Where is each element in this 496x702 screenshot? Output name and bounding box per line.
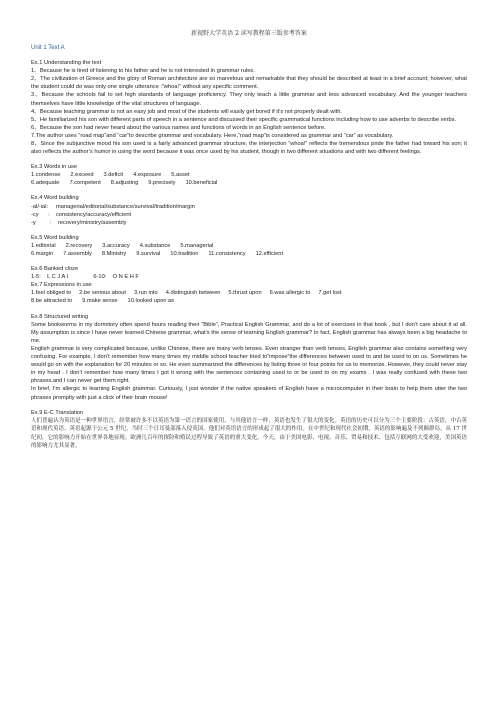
ex7-section	[31, 281, 467, 305]
answer-item: 2.be serious about	[79, 290, 126, 297]
ex9-translation: 人们普遍认为英语是一种世界语言，经常被许多不以英语为第一语言的国家使用。与其他语言一样，英语也发生了很大的变化。英语的历史可以分为三个主要阶段：古英语，中古英语和现代英语。英语起源于公元 5 世纪，当时三个日耳曼部落入侵英国，他们对英语语言的形成起了很大的作用。在中世纪和现代社会初期，英语的影响遍及不列颠群岛。从 17 世纪初，它的影响力开始在世界各地显现。欧洲几百年的探险和殖民过程导致了英语的重大变化。今天，由于美国电影、电视、音乐、贸易和技术、包括互联网的大受欢迎，美国英语的影响力尤其显著。	[31, 417, 467, 450]
answer-item: 12.efficient	[255, 251, 284, 257]
answer-item: 1.editorial	[31, 242, 56, 249]
answer-item: 10.looked upon as	[127, 298, 175, 305]
answer-item: 7.competent	[69, 180, 101, 187]
ex1-item: 4、Because teaching grammar is not an easy job and most of the students will easily get bored if it’s not properly dealt with.	[31, 108, 342, 115]
ex5-section	[31, 234, 467, 258]
ex1-item: 6、Because the son had never heard about the various names and functions of words in an English sentence before.	[31, 124, 326, 131]
answer-item: 7.assembly	[63, 251, 92, 257]
ex5-answers-row	[31, 250, 467, 258]
ex4-section	[31, 194, 467, 226]
ex3-answers-row	[31, 171, 467, 179]
answer-item: 2.exceed	[70, 172, 94, 179]
answer-item: 4.distinguish between	[165, 290, 221, 297]
ex8-paragraph: English grammar is very complicated because, unlike Chinese, there are many verb tenses. Even stranger than verb tenses, English grammar also contains something very confusing. For example, I don’t remember how many times my middle school teacher tried to“impose”the differences between used to and be used to on us. Sometimes he would go on with the explanation for 20 minutes or so. He even summarized the differences by listing three or four points for us to memorize. However, they could never stay in my head . I don’t remember how many times I got it wrong with the sentences containing used to or be used to on my exams . I was really confused with these two phrases,and I can never get them right.	[31, 345, 467, 385]
answer-item: 9.precisely	[148, 180, 176, 187]
ex4-line: -y : recovery/ministry/assembly	[31, 219, 127, 226]
answer-item: 8.adjusting	[110, 180, 139, 187]
answer-item: 5.managerial	[180, 242, 214, 249]
ex6-heading: Ex.6 Banked cloze	[31, 266, 79, 273]
answer-item: 7.get lost	[318, 290, 342, 297]
answer-item: 11.consistency	[208, 251, 246, 257]
answer-item: 1.feel obliged to	[31, 290, 72, 297]
ex9-section	[31, 409, 467, 451]
ex3-answers-row	[31, 179, 467, 187]
answer-item: 8.be attracted to	[31, 298, 73, 305]
answer-item: 4.exposure	[133, 172, 162, 179]
answer-item: 6.was allergic to	[269, 290, 311, 297]
answer-item: 8.Ministry	[101, 251, 127, 257]
ex7-answers-row	[31, 289, 467, 297]
answer-item: 3.run into	[133, 290, 158, 297]
ex5-answers-row	[31, 242, 467, 250]
document-title: 新视野大学英语 2 读写教程第三版参考答案	[191, 30, 307, 37]
ex1-item: 7.The author uses “road map”and “car”to describe grammar and vocabulary. Here,“road map”is considered as grammar and “car” as vocabulary.	[31, 132, 394, 139]
ex4-line: -cy : consistency/accuracy/efficient	[31, 211, 132, 218]
ex8-paragraph: Some bookworms in my dormitory often spend hours reading their “Bible”, Practical English Grammar, and do a lot of exercises in that book , but I don’t care about it at all. My assumption is since I have never learned Chinese grammar, what’s the sense of learning English grammar? In fact, English grammar has always been a big headache to me.	[31, 321, 467, 344]
ex6-answers: 1-5: L C J A I 6-10: O N E H F	[31, 274, 139, 281]
ex4-heading: Ex.4 Word building	[31, 195, 79, 202]
ex5-heading: Ex.5 Word building	[31, 234, 79, 241]
ex7-answers-row	[31, 297, 467, 305]
ex1-item: 8、Since the subjunctive mood his son used is a fairly advanced grammar structure, the interjection “whoa!” reflects the tremendous pride the father had toward his son; it also reflects the author’s humor in using the word because it was once used by his student, though in two different situations and with two different feelings.	[31, 140, 467, 156]
answer-document	[31, 30, 467, 451]
answer-item: 6.margin	[31, 251, 54, 257]
ex3-heading: Ex.3 Words in use	[31, 164, 78, 171]
ex3-section	[31, 163, 467, 187]
answer-item: 9.survival	[136, 251, 161, 257]
answer-item: 3.deficit	[103, 172, 124, 179]
answer-item: 5.asset	[171, 172, 190, 179]
ex8-section	[31, 313, 467, 402]
answer-item: 6.adequate	[31, 180, 60, 187]
ex6-section	[31, 265, 467, 281]
ex1-section	[31, 59, 467, 156]
answer-item: 10.beneficial	[185, 180, 218, 187]
unit-heading: Unit 1 Text A	[31, 44, 65, 51]
answer-item: 2.recovery	[65, 242, 93, 249]
answer-item: 5.thrust upon	[228, 290, 262, 297]
answer-item: 1.condense	[31, 172, 61, 179]
ex9-heading: Ex.9 E-C Translation	[31, 409, 84, 416]
ex1-item: 3、Because the schools fail to set high standards of language proficiency. They only teach a little grammar and less advanced vocabulary. And the younger teachers themselves have little knowledge of the vital structures of language.	[31, 92, 467, 107]
ex1-item: 1、Because he is tired of listening to his father and he is not interested in grammar rules.	[31, 68, 255, 75]
ex1-item: 2、The civilization of Greece and the glory of Roman architecture are so marvelous and remarkable that they should be described at least in a brief account; however, what the student could do was only one single utterance :“whoa!” without any specific comment.	[31, 76, 467, 91]
ex1-heading: Ex.1 Understanding the text	[31, 60, 102, 67]
ex8-paragraph: In brief, I’m allergic to learning English grammar. Curiously, I just wonder if the native speakers of English have a microcomputer in their brain to help them utter the two phrases promptly with just a click of their brain mouse!	[31, 386, 467, 401]
answer-item: 4.substance	[139, 242, 171, 249]
answer-item: 3.accuracy	[102, 242, 130, 249]
ex7-heading: Ex.7 Expressions in use	[31, 282, 92, 289]
answer-item: 9.make sense	[82, 298, 118, 305]
ex1-item: 5、He familiarized his son with different parts of speech in a sentence and discussed their specific grammatical functions including how to use adverbs to describe verbs.	[31, 116, 457, 123]
ex8-heading: Ex.8 Structured writing	[31, 313, 89, 320]
answer-item: 10.tradition	[170, 251, 199, 257]
ex4-line: -al/-ial: managerial/editorial/substance/survival/tradition/margin	[31, 203, 195, 210]
